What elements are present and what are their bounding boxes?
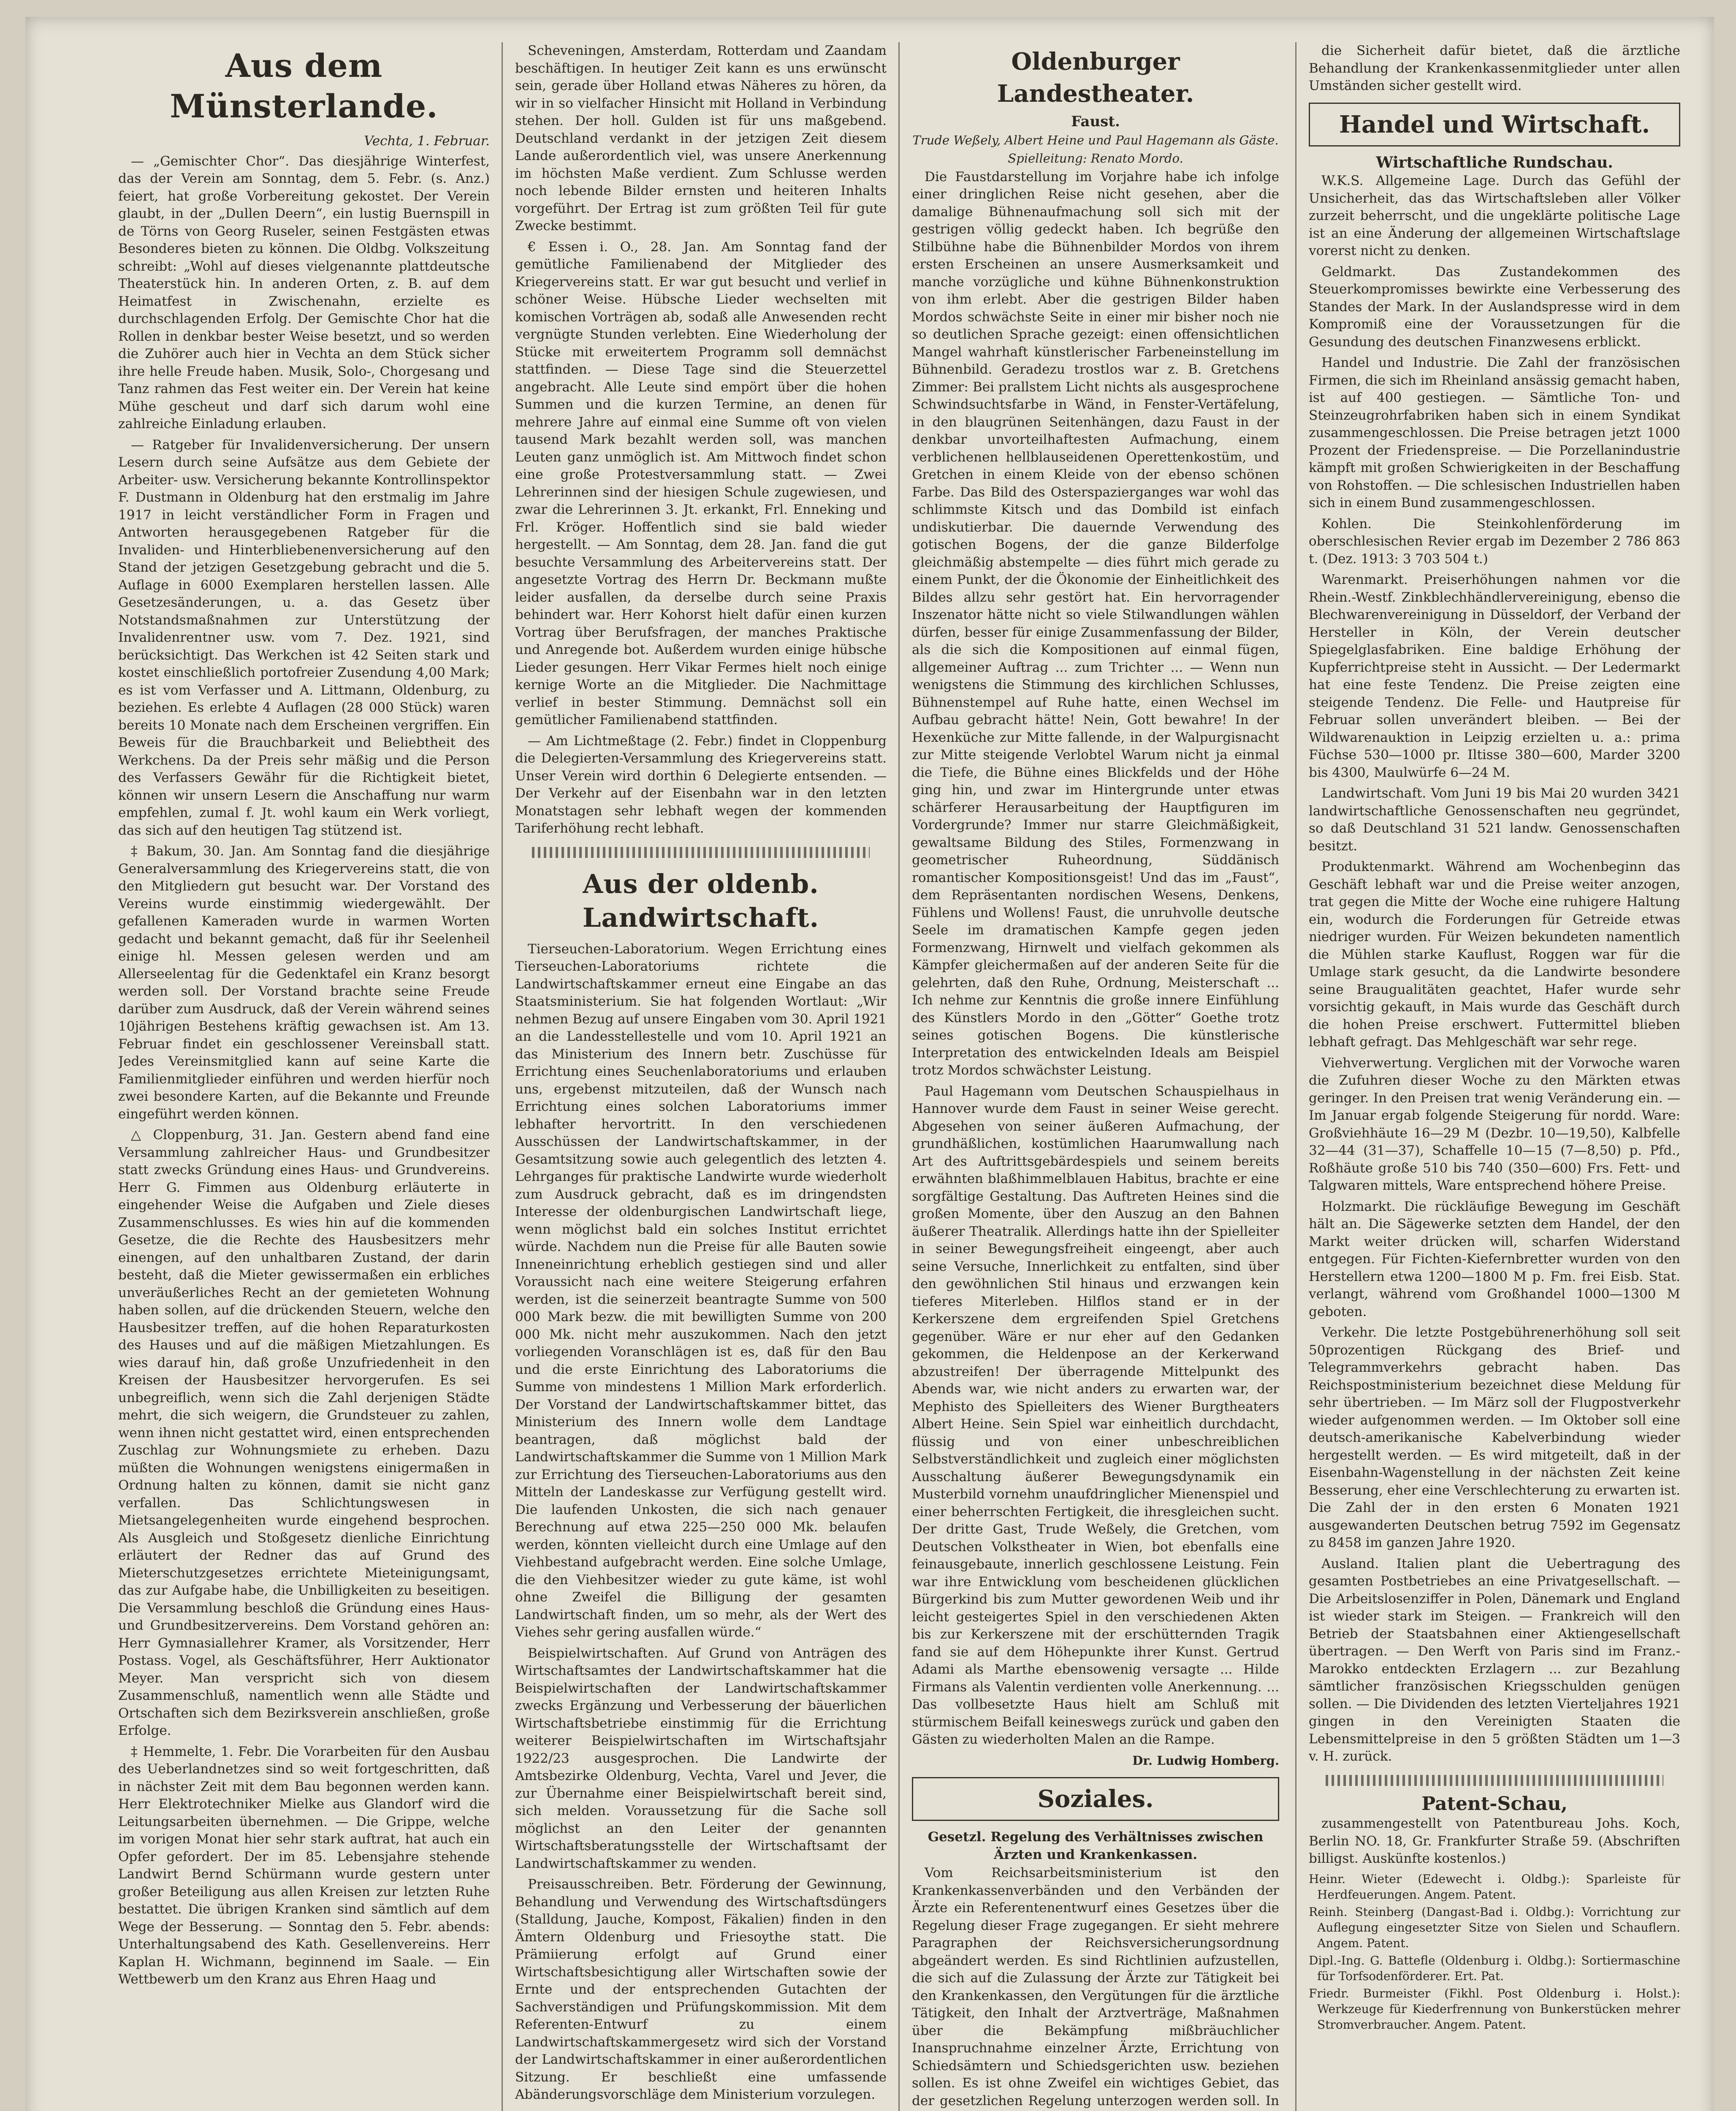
cast-line: Trude Weßely, Albert Heine und Paul Hagemann als Gäste. [912, 133, 1279, 147]
article-paragraph: Landwirtschaft. Vom Juni 19 bis Mai 20 wurden 3421 landwirtschaftliche Genossenschaften neu gegründet, so daß Deutschland 31 521 landw. Genossenschaften besitzt. [1309, 786, 1680, 854]
section-headline: Aus der oldenb. Landwirtschaft. [582, 868, 819, 933]
column-rule [1295, 42, 1297, 2111]
ornament-divider [532, 847, 870, 858]
patent-item: Reinh. Steinberg (Dangast-Bad i. Oldbg.): Vorrichtung zur Auflegung eingesetzter Sitze von Sielen und Schauflern. Angem. Patent. [1309, 1905, 1680, 1950]
article-paragraph: △ Cloppenburg, 31. Jan. Gestern abend fand eine Versammlung zahlreicher Haus- und Grundbesitzer statt zwecks Gründung eines Haus- und Grundvereins. Herr G. Fimmen aus Oldenburg erläuterte in eingehender Weise die Aufgaben und Ziele dieses Zusammenschlusses. Es wies hin auf die kommenden Gesetze, die die Rechte des Hausbesitzers mehr einengen, auf den unhaltbaren Zustand, der darin besteht, daß die Mieter gewissermaßen ein erbliches unveräußerliches Recht an der gemieteten Wohnung haben sollen, auf die drückenden Steuern, welche den Hausbesitzer treffen, auf die hohen Reparaturkosten des Hauses und auf die mäßigen Mietzahlungen. Es wies darauf hin, daß große Unzufriedenheit in den Kreisen der Hausbesitzer hervorgerufen. Es sei unbegreiflich, wenn sich die Zahl derjenigen Städte mehrt, die sich weigern, die Grundsteuer zu zahlen, wenn ihnen nicht gestattet wird, einen entsprechenden Zuschlag zur Wohnungsmiete zu erheben. Dazu müßten die Wohnungen wenigstens einigermaßen in Ordnung halten zu können, damit sie nicht ganz verfallen. Das Schlichtungswesen in Mietsangelegenheiten wurde eingehend besprochen. Als Ausgleich und Stoßgesetz dienliche Einrichtung erläutert der Redner das auf Grund des Mieterschutzgesetzes errichtete Mieteinigungsamt, das zur Aufgabe habe, die Unbilligkeiten zu beseitigen. Die Versammlung beschloß die Gründung eines Haus- und Grundbesitzervereins. Dem Vorstand gehören an: Herr Gymnasiallehrer Kramer, als Vorsitzender, Herr Postass. Vogel, als Geschäftsführer, Herr Auktionator Meyer. Man verspricht sich von diesem Zusammenschluß, namentlich wenn alle Städte und Ortschaften sich dem Bezirksverein anschließen, große Erfolge. [118, 1127, 490, 1738]
article-paragraph: Geldmarkt. Das Zustandekommen des Steuerkompromisses bewirkte eine Verbesserung des Standes der Mark. In der Auslandspresse wird in dem Kompromiß eine der Voraussetzungen für die Gesundung des deutschen Finanzwesens erblickt. [1309, 264, 1680, 350]
ornament-divider [1326, 1775, 1663, 1786]
article-paragraph: die Sicherheit dafür bietet, daß die ärztliche Behandlung der Krankenkassenmitglieder unter allen Umständen sicher gestellt wird. [1309, 43, 1680, 93]
column-3 [912, 42, 1279, 2111]
article-paragraph: Produktenmarkt. Während am Wochenbeginn das Geschäft lebhaft war und die Preise weiter anzogen, trat gegen die Mitte der Woche eine ruhigere Haltung ein, wodurch die Forderungen für Getreide etwas niedriger wurden. Für Weizen bekundeten namentlich die Mühlen starke Kauflust, Roggen war für die Umlage stark gesucht, da die Landwirte besondere seine Braugualitäten geachtet, Hafer wurde sehr vorsichtig gekauft, in Mais wurde das Geschäft durch die hohen Preise erschwert. Futtermittel blieben lebhaft gefragt. Das Mehlgeschäft war sehr rege. [1309, 859, 1680, 1050]
column-rule [898, 42, 900, 2111]
column-rule [502, 42, 503, 2111]
section-headline-boxed: Handel und Wirtschaft. [1309, 103, 1680, 147]
article-paragraph: ‡ Hemmelte, 1. Febr. Die Vorarbeiten für den Ausbau des Ueberlandnetzes sind so weit fortgeschritten, daß in nächster Zeit mit dem Bau begonnen werden kann. Herr Elektrotechniker Mielke aus Glandorf wird die Leitungsarbeiten übernehmen. — Die Grippe, welche im vorigen Monat hier sehr stark auftrat, hat auch ein Opfer gefordert. Der im 85. Lebensjahre stehende Landwirt Bernd Schürmann wurde gestern unter großer Beteiligung aus allen Kreisen zur letzten Ruhe bestattet. Die übrigen Kranken sind sämtlich auf dem Wege der Besserung. — Sonntag den 5. Febr. abends: Unterhaltungsabend des Kath. Gesellenvereins. Herr Kaplan H. Wichmann, beginnend im Saale. — Ein Wettbewerb um den Kranz aus Ehren Haag und [118, 1744, 490, 1987]
article-paragraph: Die Faustdarstellung im Vorjahre habe ich infolge einer dringlichen Reise nicht gesehen, aber die damalige Bühnenaufmachung soll sich mit der gestrigen völlig gedeckt haben. Ich begrüße den Stilbühne habe die Bühnenbilder Mordos von ihrem ersten Erscheinen an unsere Ausmerksamkeit und manche vorzügliche und kühne Bühnenkonstruktion von ihm erlebt. Aber die gestrigen Bilder haben Mordos schwächste Seite in einer mir bisher noch nie so deutlichen Sprache gezeigt: einen offensichtlichen Mangel wahrhaft künstlerischer Farbeneinstellung im Bühnenbild. Geradezu trostlos war z. B. Gretchens Zimmer: Bei prallstem Licht nichts als ausgesprochene Schwindsuchtsfarbe in Wänd, in Fenster-Vertäfelung, in den blaugrünen Seitenhängen, dazu Faust in der denkbar unvorteilhaftesten Aufmachung, einem verblichenen hellblauseidenen Operettenkostüm, und Gretchen in einem Kleide von der ebenso schönen Farbe. Das Bild des Osterspazierganges war wohl das schlimmste Kitsch und das Dombild ist einfach undiskutierbar. Die dauernde Verwendung des gotischen Bogens, der die ganze Bilderfolge gleichmäßig abstempelte — dies führt mich gerade zu einem Punkt, der die Ökonomie der Einheitlichkeit des Bildes allzu sehr gestört hat. Ein hervorragender Inszenator hätte nicht so viele Stilwandlungen wählen dürfen, besser für einige Zusammenfassung der Bilder, als die sich die Kompositionen auf einmal fügen, allgemeiner Auftrag ... zum Trichter ... — Wenn nun wenigstens die Stimmung des kirchlichen Schlusses, Bühnenstempel auf Ruhe hatte, einen Wechsel im Aufbau gebracht hätte! Nein, Gott bewahre! In der Hexenküche zur Mitte fallende, in der Walpurgisnacht zur Mitte steigende Verlobtel Warum nicht ja einmal die Tiefe, die Bühne eines Blickfelds und der Höhe ging hin, und zwar im Hintergrunde unter etwas schärferer Herausarbeitung der Hauptfiguren im Vordergrunde? Immer nur starre Gleichmäßigkeit, gewaltsame Bildung des Stiles, Formenzwang in geometrischer Ruheordnung, Süddänisch romantischer Kompositionsgeist! Und das im „Faust“, dem Repräsentanten nordischen Wesens, Denkens, Fühlens und Wollens! Faust, die unruhvolle deutsche Seele im dramatischen Kampfe gegen jeden Formenzwang, Hirnwelt und vielfach gekommen als Kämpfer gleichermaßen auf der anderen Seite für die gelehrten, daß den Ruhe, Ordnung, Meisterschaft ... Ich nehme zur Kenntnis die große innere Einfühlung des Künstlers Mordo in den „Götter“ Goethe trotz seines gotischen Bogens. Die künstlerische Interpretation des entwickelnden Ideals am Beispiel trotz Mordos schwächster Leistung. [912, 169, 1279, 1078]
article-paragraph: Scheveningen, Amsterdam, Rotterdam und Zaandam beschäftigen. In heutiger Zeit kann es uns erwünscht sein, gerade über Holland etwas Näheres zu hören, da wir in so vielfacher Hinsicht mit Holland in Verbindung stehen. Der holl. Gulden ist für uns maßgebend. Deutschland verdankt in der jetzigen Zeit diesem Lande außerordentlich viel, was unsere Anerkennung im höchsten Maße verdient. Zum Schlusse werden noch lebende Bilder ernsten und heiteren Inhalts vorgeführt. Der Ertrag ist zum größten Teil für gute Zwecke bestimmt. [515, 43, 887, 233]
article-paragraph: € Essen i. O., 28. Jan. Am Sonntag fand der gemütliche Familienabend der Mitglieder des Kriegervereins statt. Er war gut besucht und verlief in schöner Weise. Hübsche Lieder wechselten mit komischen Vorträgen ab, sodaß alle Anwesenden recht vergnügte Stunden verlebten. Eine Wiederholung der Stücke mit erweitertem Programm soll demnächst stattfinden. — Diese Tage sind die Steuerzettel angebracht. Alle Leute sind empört über die hohen Summen und die kurzen Termine, an denen für mehrere Jahre auf einmal eine Summe oft von vielen tausend Mark bezahlt werden soll, was manchen Leuten ganz unmöglich ist. Am Mittwoch findet schon eine große Protestversammlung statt. — Zwei Lehrerinnen sind der hiesigen Schule zugewiesen, und zwar die Lehrerinnen 3. Jt. erkankt, Frl. Enneking und Frl. Kröger. Hoffentlich sind sie bald wieder hergestellt. — Am Sonntag, dem 28. Jan. fand die gut besuchte Versammlung des Arbeitervereins statt. Der angesetzte Vortrag des Herrn Dr. Beckmann mußte leider ausfallen, da derselbe durch seine Praxis behindert war. Herr Kohorst hielt dafür einen kurzen Vortrag über Berufsfragen, der manches Praktische und Anregende bot. Außerdem wurden einige hübsche Lieder gesungen. Herr Vikar Fermes hielt noch einige kernige Worte an die Mitglieder. Die Nachmittage verlief in bester Stimmung. Demnächst soll ein gemütlicher Familienabend stattfinden. [515, 239, 887, 727]
article-paragraph: Tierseuchen-Laboratorium. Wegen Errichtung eines Tierseuchen-Laboratoriums richtete die Landwirtschaftskammer erneut eine Eingabe an das Staatsministerium. Sie hat folgenden Wortlaut: „Wir nehmen Bezug auf unsere Eingaben vom 30. April 1921 an die Landesstellestelle und vom 10. April 1921 an das Ministerium des Innern betr. Zuschüsse für Errichtung eines Seuchenlaboratoriums und erlauben uns, ergebenst mitzuteilen, daß der Wunsch nach Errichtung eines solchen Laboratoriums immer lebhafter hervortritt. In den verschiedenen Ausschüssen der Landwirtschaftskammer, in der Gesamtsitzung sowie auch gelegentlich des letzten 4. Lehrganges für praktische Landwirte wurde wiederholt zum Ausdruck gebracht, daß es im dringendsten Interesse der oldenburgischen Landwirtschaft liege, wenn möglichst bald ein solches Institut errichtet würde. Nachdem nun die Preise für alle Bauten sowie Inneneinrichtung erheblich gestiegen sind und aller Voraussicht nach eine weitere Steigerung erfahren werden, ist die seinerzeit beantragte Summe von 500 000 Mark bezw. die mit bewilligten Summe von 200 000 Mk. nicht mehr auszukommen. Nach den jetzt vorliegenden Voranschlägen ist es, daß für den Bau und die erste Einrichtung des Laboratoriums die Summe von mindestens 1 Million Mark erforderlich. Der Vorstand der Landwirtschaftskammer bittet, das Ministerium des Innern wolle dem Landtage beantragen, daß möglichst bald der Landwirtschaftskammer die Summe von 1 Million Mark zur Errichtung des Tierseuchen-Laboratoriums aus den Mitteln der Landeskasse zur Verfügung gestellt wird. Die laufenden Unkosten, die sich nach genauer Berechnung auf etwa 225—250 000 Mk. belaufen werden, könnten vielleicht durch eine Umlage auf den Viehbestand aufgebracht werden. Eine solche Umlage, die den Viehbesitzer wieder zu gute käme, ist wohl ohne Zweifel die Billigung der gesamten Landwirtschaft finden, um so mehr, als der Wert des Viehes sehr gering ausfallen würde.“ [515, 941, 887, 1640]
newspaper-page [25, 17, 1714, 2111]
article-paragraph: Beispielwirtschaften. Auf Grund von Anträgen des Wirtschaftsamtes der Landwirtschaftskammer hat die Beispielwirtschaften der Landwirtschaftskammer zwecks Ergänzung und Verbesserung der bäuerlichen Wirtschaftsbetriebe einstimmig für die Errichtung weiterer Beispielwirtschaften im Wirtschaftsjahr 1922/23 ausgesprochen. Die Landwirte der Amtsbezirke Oldenburg, Vechta, Varel und Jever, die zur Übernahme einer Beispielwirtschaft bereit sind, sich melden. Voraussetzung für die Sache soll möglichst an den Leiter der genannten Wirtschaftsberatungsstelle der Wirtschaftsamt der Landwirtschaftskammer zu wenden. [515, 1645, 887, 1871]
article-paragraph: Vom Reichsarbeitsministerium ist den Krankenkassenverbänden und den Verbänden der Ärzte ein Referentenentwurf eines Gesetzes über die Regelung dieser Frage zugegangen. Er sieht mehrere Paragraphen der Reichsversicherungsordnung abgeändert werden. Es sind Richtlinien aufzustellen, die sich auf die Zulassung der Ärzte zur Tätigkeit bei den Krankenkassen, den Vergütungen für die ärztliche Tätigkeit, den Inhalt der Arztverträge, Maßnahmen über die Bekämpfung mißbräuchlicher Inanspruchnahme einzelner Ärzte, Errichtung von Schiedsämtern und Schiedsgerichten usw. beziehen sollen. Es ist ohne Zweifel ein wichtiges Gebiet, das der gesetzlichen Regelung unterzogen werden soll. In [912, 1865, 1279, 2108]
article-paragraph: — „Gemischter Chor“. Das diesjährige Winterfest, das der Verein am Sonntag, dem 5. Febr. (s. Anz.) feiert, hat große Vorbereitung gekostet. Der Verein glaubt, in der „Dullen Deern“, ein lustig Buernspill in de Törns von Georg Ruseler, seinen Festgästen etwas Besonderes bieten zu können. Die Oldbg. Volkszeitung schreibt: „Wohl auf dieses vielgenannte plattdeutsche Theaterstück hin. In anderen Orten, z. B. auf dem Heimatfest in Zwischenahn, erzielte es durchschlagenden Erfolg. Der Gemischte Chor hat die Rollen in denkbar bester Weise besetzt, und so werden die Zuhörer auch hier in Vechta an dem Stück sicher ihre helle Freude haben. Musik, Solo-, Chorgesang und Tanz rahmen das Fest weiter ein. Der Verein hat keine Mühe gescheut und darf sich darum wohl eine zahlreiche Einladung erlauben. [118, 153, 490, 431]
patent-item: Heinr. Wieter (Edewecht i. Oldbg.): Sparleiste für Herdfeuerungen. Angem. Patent. [1309, 1872, 1680, 1902]
article-paragraph: Holzmarkt. Die rückläufige Bewegung im Geschäft hält an. Die Sägewerke setzten dem Handel, der den Markt weiter drücken will, scharfen Widerstand entgegen. Für Fichten-Kiefernbretter wurden von den Herstellern etwa 1200—1800 M p. Fm. frei Eisb. Stat. verlangt, während vom Großhandel 1000—1300 M geboten. [1309, 1199, 1680, 1319]
director-line: Spielleitung: Renato Mordo. [1008, 151, 1183, 166]
dateline: Vechta, 1. Februar. [364, 133, 490, 149]
article-paragraph: Viehverwertung. Verglichen mit der Vorwoche waren die Zufuhren dieser Woche zu den Märkten etwas geringer. In den Preisen trat wenig Veränderung ein. — Im Januar ergab folgende Steigerung für nordd. Ware: Großviehhäute 16—29 M (Dezbr. 10—19,50), Kalbfelle 32—44 (31—37), Schaffelle 10—15 (7—8,50) p. Pfd., Roßhäute große 510 bis 740 (350—600) Frs. Fett- und Talgwaren mittels, Ware entsprechend höhere Preise. [1309, 1055, 1680, 1193]
article-paragraph: Paul Hagemann vom Deutschen Schauspielhaus in Hannover wurde dem Faust in seiner Weise gerecht. Abgesehen von seiner äußeren Aufmachung, der grundhäßlichen, kostümlichen Haarumwallung nach Art des Auftrittsgebärdespiels und seinem bereits erwähnten blaßhimmelblauen Habitus, brachte er eine sorgfältige Gestaltung. Das Auftreten Heines sind die großen Momente, über den Auszug an den Bahnen äußerer Theatralik. Allerdings hatte ihn der Spielleiter in seiner Bewegungsfreiheit eingeengt, aber auch seine Versuche, Innerlichkeit zu entfalten, sind über den gewöhnlichen Stil hinaus und erzwangen kein tieferes Miterleben. Hilflos stand er in der Kerkerszene dem ergreifenden Spiel Gretchens gegenüber. Wäre er nur eher auf den Gedanken gekommen, die Heldenpose an der Kerkerwand abzustreifen! Der überragende Mittelpunkt des Abends war, wie nicht anders zu erwarten war, der Mephisto des Spielleiters des Wiener Burgtheaters Albert Heine. Sein Spiel war einheitlich durchdacht, flüssig und von einer unbeschreiblichen Selbstverständlichkeit und zugleich einer möglichsten Ausschaltung äußerer Bewegungsdynamik ein Musterbild vornehm unaufdringlicher Mienenspiel und einer beherrschten Fertigkeit, die ihresgleichen sucht. Der dritte Gast, Trude Weßely, die Gretchen, vom Deutschen Volkstheater in Wien, bot ebenfalls eine feinausgebaute, innerlich geschlossene Leistung. Fein war ihre Entwicklung vom bescheidenen glücklichen Bürgerkind bis zum Mutter gewordenen Weib und ihr leicht gesteigertes Spiel in den verschiedenen Akten bis zur Kerkerszene mit der erschütternden Tragik fand sie auf dem Höhepunkte ihrer Kunst. Gertrud Adami als Marthe ebensowenig versagte ... Hilde Firmans als Valentin verdienten volle Anerkennung. ... Das vollbesetzte Haus hielt am Schluß mit stürmischem Beifall keineswegs zurück und gaben den Gästen zu wiederholten Malen an die Rampe. [912, 1083, 1279, 1747]
article-paragraph: Kohlen. Die Steinkohlenförderung im oberschlesischen Revier ergab im Dezember 2 786 863 t. (Dez. 1913: 3 703 504 t.) [1309, 516, 1680, 567]
article-paragraph: — Am Lichtmeßtage (2. Febr.) findet in Cloppenburg die Delegierten-Versammlung des Kriegervereins statt. Unser Verein wird dorthin 6 Delegierte entsenden. — Der Verkehr auf der Eisenbahn war in den letzten Monatstagen sehr lebhaft wegen der kommenden Tariferhöhung recht lebhaft. [515, 733, 887, 836]
article-subhead: Wirtschaftliche Rundschau. [1376, 153, 1613, 171]
article-paragraph: Preisausschreiben. Betr. Förderung der Gewinnung, Behandlung und Verwendung des Wirtschaftsdüngers (Stalldung, Jauche, Kompost, Fäkalien) finden in den Ämtern Oldenburg und Friesoythe statt. Die Prämiierung erfolgt auf Grund einer Wirtschaftsbesichtigung aller Wirtschaften sowie der Ernte und der entsprechenden Gutachten der Sachverständigen und Prüfungskommission. Mit dem Referenten-Entwurf zu einem Landwirtschaftskammergesetz wird sich der Vorstand der Landwirtschaftskammer in einer außerordentlichen Sitzung. Er beschließt eine umfassende Abänderungsvorschläge dem Ministerium vorzulegen. [515, 1877, 887, 2102]
section-headline: Aus dem Münsterlande. [170, 47, 438, 125]
patent-intro: zusammengestellt von Patentbureau Johs. Koch, Berlin NO. 18, Gr. Frankfurter Straße 59. (Abschriften billigst. Auskünfte kostenlos.) [1309, 1816, 1680, 1866]
patent-item: Friedr. Burmeister (Fikhl. Post Oldenburg i. Holst.): Werkzeuge für Kiederfrennung von Bunkerstücken mehrer Stromverbraucher. Angem. Patent. [1309, 1986, 1680, 2032]
column-2 [515, 42, 887, 2111]
play-title: Faust. [1071, 113, 1120, 130]
column-4 [1309, 42, 1680, 2111]
section-headline: Oldenburger Landestheater. [997, 48, 1194, 108]
patent-item: Dipl.-Ing. G. Battefle (Oldenburg i. Oldbg.): Sortiermaschine für Torfsodenförderer. Ert. Pat. [1309, 1953, 1680, 1983]
article-paragraph: Ausland. Italien plant die Uebertragung des gesamten Postbetriebes an eine Privatgesellschaft. — Die Arbeitslosenziffer in Polen, Dänemark und England ist wieder stark im Steigen. — Frankreich will den Betrieb der Staatsbahnen einer Aktiengesellschaft übertragen. — Den Werft von Paris sind im Franz.-Marokko entdeckten Erzlagern ... zur Bezahlung sämtlicher französischen Kriegsschulden genügen sollen. — Die Dividenden des letzten Vierteljahres 1921 gingen in den Vereinigten Staaten die Lebensmittelpreise in den 5 größten Städten um 1—3 v. H. zurück. [1309, 1556, 1680, 1764]
article-paragraph: — Ratgeber für Invalidenversicherung. Der unsern Lesern durch seine Aufsätze aus dem Gebiete der Arbeiter- usw. Versicherung bekannte Kontrollinspektor F. Dustmann in Oldenburg hat den erstmalig im Jahre 1917 in leicht verständlicher Form in Fragen und Antworten herausgegebenen Ratgeber für die Invaliden- und Hinterbliebenenversicherung auf den Stand der jetzigen Gesetzgebung gebracht und die 5. Auflage in 6000 Exemplaren herstellen lassen. Alle Gesetzesänderungen, u. a. das Gesetz über Notstandsmaßnahmen zur Unterstützung der Invalidenrentner usw. vom 7. Dez. 1921, sind berücksichtigt. Das Werkchen ist 42 Seiten stark und kostet einschließlich portofreier Zusendung 4,00 Mark; es ist vom Verfasser und A. Littmann, Oldenburg, zu beziehen. Es erlebte 4 Auflagen (28 000 Stück) waren bereits 10 Monate nach dem Erscheinen vergriffen. Ein Beweis für die Brauchbarkeit und Beliebtheit des Werkchens. Da der Preis sehr mäßig und die Person des Verfassers Gewähr für die Richtigkeit bietet, können wir unsern Lesern die Anschaffung nur warm empfehlen, zumal f. Jt. wohl kaum ein Werk vorliegt, das sich auf den heutigen Tag stützend ist. [118, 437, 490, 838]
section-headline-boxed: Soziales. [912, 1777, 1279, 1821]
author-signature: Dr. Ludwig Homberg. [1132, 1753, 1279, 1768]
article-paragraph: ‡ Bakum, 30. Jan. Am Sonntag fand die diesjährige Generalversammlung des Kriegervereins statt, die von den Mitgliedern gut besucht war. Der Vorstand des Vereins wurde einstimmig wiedergewählt. Der gefallenen Kameraden wurde in warmen Worten gedacht und bekannt gemacht, daß für ihr Seelenheil einige hl. Messen gelesen werden und am Allerseelentag für die Gedenktafel ein Kranz besorgt werden soll. Der Vorstand brachte seine Freude darüber zum Ausdruck, daß der Verein während seines 10jährigen Bestehens kräftig gewachsen ist. Am 13. Februar findet ein geschlossener Vereinsball statt. Jedes Vereinsmitglied kann auf seine Karte die Familienmitglieder einführen und werden hierfür noch zwei besondere Karten, auf die Bekannte und Freunde eingeführt werden können. [118, 844, 490, 1122]
article-paragraph: Handel und Industrie. Die Zahl der französischen Firmen, die sich im Rheinland ansässig gemacht haben, ist auf 400 gestiegen. — Sämtliche Ton- und Steinzeugrohrfabriken haben sich in einem Syndikat zusammengeschlossen. Die Preise betragen jetzt 1000 Prozent der Friedenspreise. — Die Porzellanindustrie kämpft mit großen Schwierigkeiten in der Beschaffung von Rohstoffen. — Die schlesischen Industriellen haben sich in einem Bund zusammengeschlossen. [1309, 355, 1680, 510]
patent-headline: Patent-Schau, [1421, 1793, 1568, 1815]
article-paragraph: Verkehr. Die letzte Postgebührenerhöhung soll seit 50prozentigen Rückgang des Brief- und Telegrammverkehrs gebracht haben. Das Reichspostministerium bezeichnet diese Meldung für sehr übertrieben. — Im März soll der Flugpostverkehr wieder aufgenommen werden. — Im Oktober soll eine deutsch-amerikanische Kabelverbindung wieder hergestellt werden. — Es wird mitgeteilt, daß in der Eisenbahn-Wagenstellung in der nächsten Zeit keine Besserung, eher eine Verschlechterung zu erwarten ist. Die Zahl der in den ersten 6 Monaten 1921 ausgewanderten Deutschen betrug 7592 im Gegensatz zu 8458 im ganzen Jahre 1920. [1309, 1325, 1680, 1550]
article-paragraph: W.K.S. Allgemeine Lage. Durch das Gefühl der Unsicherheit, das das Wirtschaftsleben aller Völker zurzeit beherrscht, und die ungeklärte politische Lage ist an eine Änderung der allgemeinen Wirtschaftslage vorerst nicht zu denken. [1309, 173, 1680, 258]
column-1 [118, 42, 490, 2111]
article-paragraph: Warenmarkt. Preiserhöhungen nahmen vor die Rhein.-Westf. Zinkblechhändlervereinigung, ebenso die Blechwarenvereinigung in Düsseldorf, der Verband der Hersteller in Köln, der Verein deutscher Spiegelglasfabriken. Eine baldige Erhöhung der Kupferrichtpreise steht in Aussicht. — Der Ledermarkt hat eine feste Tendenz. Die Preise zeigten eine steigende Tendenz. Die Felle- und Hautpreise für Februar sollen unverändert bleiben. — Bei der Wildwarenauktion in Leipzig erzielten u. a.: prima Füchse 530—1000 pr. Iltisse 380—600, Marder 3200 bis 4300, Maulwürfe 6—24 M. [1309, 572, 1680, 780]
article-subhead: Gesetzl. Regelung des Verhältnisses zwischen Ärzten und Krankenkassen. [928, 1829, 1264, 1862]
